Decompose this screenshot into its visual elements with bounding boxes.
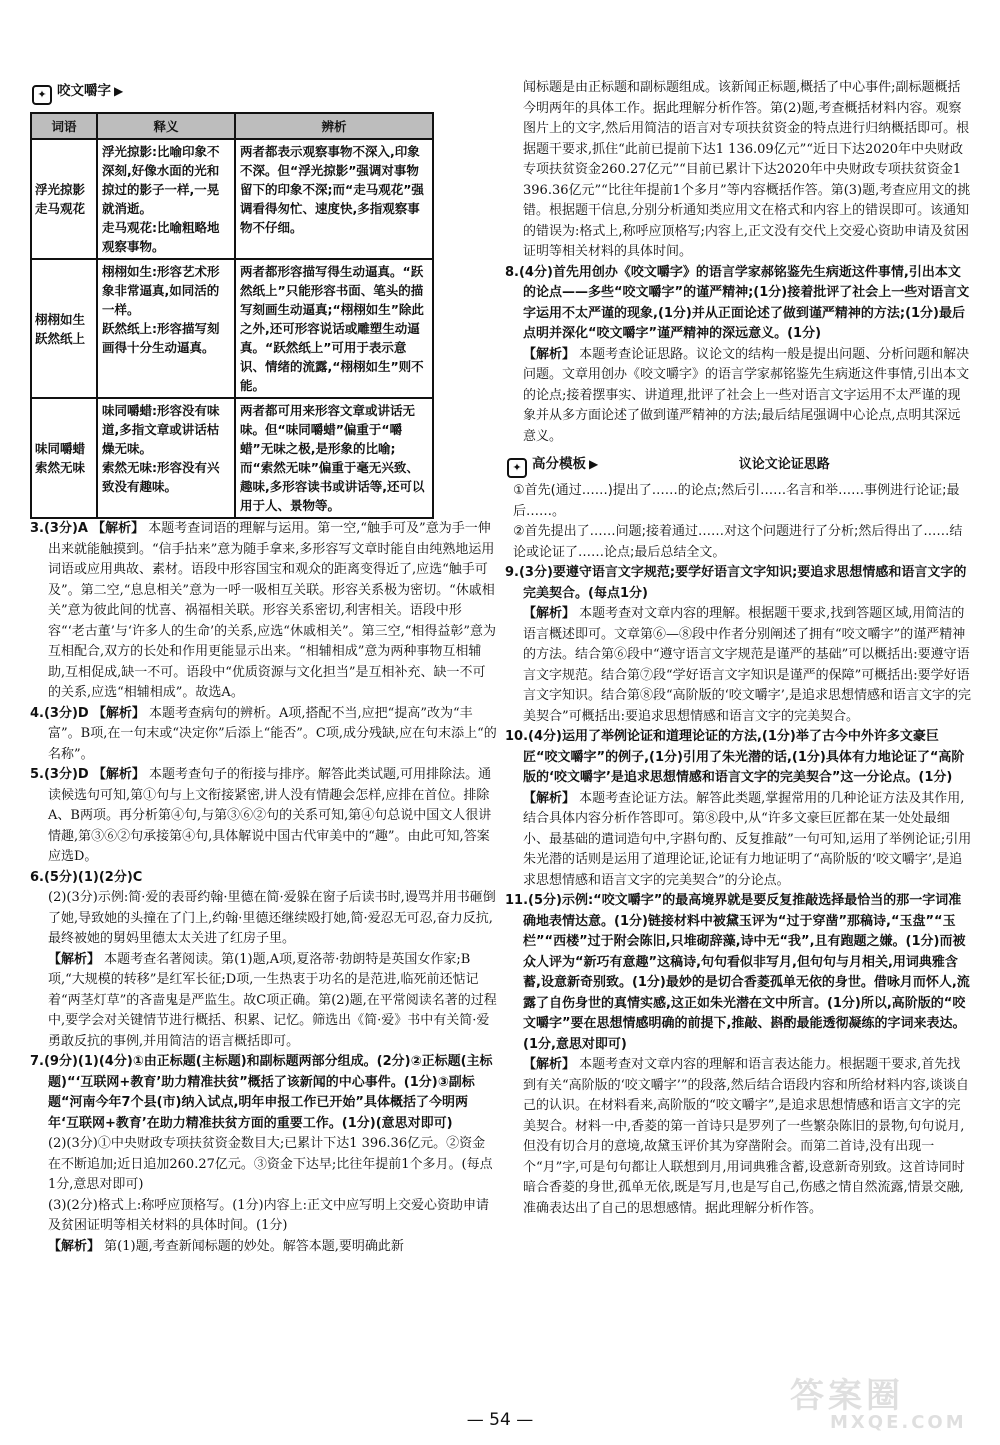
watermark-logo <box>790 1378 990 1434</box>
answer-7 <box>30 1052 498 1134</box>
answer-6-analysis <box>30 950 498 1053</box>
answer-6 <box>30 868 498 889</box>
analysis-tag: 【解析】 <box>523 1057 576 1072</box>
analysis-text: 本题考查词语的理解与运用。第一空,“触手可及”意为手一伸出来就能触摸到。“信手拈来”意为随手拿来,多形容写文章时能自由纯熟地运用词语或应用典故、素材。语段中形容国宝和观众的距离变得近了,应选“触手可及”。第二空,“息息相关”意为一呼一吸相互关联。形容关系极为密切。“休戚相关”意为彼此间的忧喜、祸福相关联。形容关系密切,利害相关。语段中形容“‘老古董’与‘许多人的生命’的关系,应选“休戚相关”。第三空,“相得益彰”意为互相配合,双方的长处和作用更能显示出来。“相辅相成”意为两种事物互相辅助,互相促成,缺一不可。语段中“优质资源与文化担当”是互相补充、缺一不可的关系,应选“相辅相成”。故选A。 <box>48 521 497 700</box>
analysis-text: 本题考查名著阅读。第(1)题,A项,夏洛蒂·勃朗特是英国女作家;B项,“大规模的转移”是红军长征;D项,一生热衷于功名的是范进,临死前还惦记着“两茎灯草”的吝啬鬼是严监生。故C项正确。第(2)题,在平常阅读名著的过程中,要学会对关键情节进行概括、积累、记忆。筛选出《简·爱》书中有关简·爱勇敢反抗的事例,并用简洁的语言概括即可。 <box>48 951 497 1049</box>
answer-number: 8. <box>505 264 519 280</box>
answer-text: 首先用创办《咬文嚼字》的语言学家郝铭鉴先生病逝这件事情,引出本文的论点——多些“咬文嚼字”的谨严精神;(1分)接着批评了社会上一些对语言文字运用不太严谨的现象,(1分)并从正面论述了做到谨严精神的方法;(1分)最后点明并深化“咬文嚼字”谨严精神的深远意义。(1分) <box>523 264 970 341</box>
word-cell: 浮光掠影 走马观花 <box>31 139 97 259</box>
template-label-text: 高分模板 <box>532 456 586 472</box>
table-header-word: 词语 <box>31 113 97 139</box>
chevron-right-icon: ▶ <box>589 457 599 471</box>
answer-number: 6. <box>30 869 44 885</box>
answer-7-analysis <box>30 1237 498 1258</box>
analysis-tag: 【解析】 <box>48 951 101 967</box>
chevron-right-icon: ▶ <box>114 84 124 98</box>
word-cell: 栩栩如生 跃然纸上 <box>31 259 97 398</box>
page-number: — 54 — <box>466 1410 534 1430</box>
table-row <box>31 259 433 398</box>
answer-score: (3分)D <box>43 705 89 721</box>
watermark-text: 答案圈 <box>790 1376 904 1416</box>
table-row <box>31 398 433 518</box>
answer-score: (5分) <box>528 893 562 908</box>
answer-7-part1: ①由正标题(主标题)和副标题两部分组成。(2分)②正标题(主标题)“‘互联网+教育’助力精准扶贫”概括了该新闻的中心事件。(1分)③副标题“河南今年7个县(市)纳入试点,明年申报工作已开始”具体概括了今明两年‘互联网+教育’在助力精准扶贫方面的重要工作。(1分)(意思对即可) <box>48 1054 493 1131</box>
analysis-text: 本题考查句子的衔接与排序。解答此类试题,可用排除法。通读候选句可知,第①句与上文衔接紧密,讲人没有情趣会怎样,应排在首位。排除A、B两项。再分析第④句,与第③⑥②句的关系可知,第④句总说中国文人很讲情趣,第③⑥②句承接第④句,具体解说中国古代审美中的“趣”。由此可知,答案应选D。 <box>48 767 492 864</box>
template-title: 议论文论证思路 <box>738 457 830 472</box>
bulb-icon: ✦ <box>507 458 527 478</box>
analysis-tag: 【解析】 <box>92 521 145 536</box>
analysis-tag: 【解析】 <box>523 606 576 621</box>
analysis-tag: 【解析】 <box>523 790 576 806</box>
answer-number: 11. <box>505 893 529 908</box>
analysis-tag: 【解析】 <box>92 767 145 782</box>
answer-11 <box>505 891 973 1055</box>
analysis-cell: 两者都可用来形容文章或讲话无味。但“味同嚼蜡”偏重于“嚼蜡”无味之极,是形象的比喻;而“索然无味”偏重于毫无兴致、趣味,多形容读书或讲话等,还可以用于人、景物等。 <box>235 398 433 518</box>
answer-score: (9分)(1)(4分) <box>43 1054 133 1069</box>
answer-number: 7. <box>30 1054 44 1069</box>
answer-9-analysis <box>505 604 973 727</box>
left-column <box>30 78 498 1257</box>
answer-number: 10. <box>505 729 529 744</box>
vocab-table <box>30 112 434 519</box>
def-cell: 味同嚼蜡:形容没有味道,多指文章或讲话枯燥无味。 索然无味:形容没有兴致没有趣味。 <box>97 398 235 518</box>
answer-4 <box>30 704 498 766</box>
answer-text: 运用了举例论证和道理论证的方法,(1分)举了古今中外许多文豪巨匠“咬文嚼字”的例子,(1分)引用了朱光潜的话,(1分)具体有力地论证了“高阶版的‘咬文嚼字’是追求思想情感和语言文字的完美契合”这一分论点。(1分) <box>523 729 965 785</box>
template-heading <box>505 451 973 481</box>
word-cell: 味同嚼蜡 索然无味 <box>31 398 97 518</box>
analysis-text: 本题考查病句的辨析。A项,搭配不当,应把“提高”改为“丰富”。B项,在一句末或“决定你”后添上“能否”。C项,成分残缺,应在句末添上“的名称”。 <box>48 705 497 762</box>
answer-score: (4分) <box>518 264 553 280</box>
answer-score: (3分)D <box>43 767 89 782</box>
analysis-tag: 【解析】 <box>92 705 145 721</box>
answer-10 <box>505 727 973 789</box>
answer-6-part2: (2)(3分)示例:简·爱的表哥约翰·里德在简·爱躲在窗子后读书时,谩骂并用书砸倒了她,导致她的头撞在了门上,约翰·里德还继续殴打她,简·爱忍无可忍,奋力反抗,最终被她的舅妈里德太太关进了红房子里。 <box>48 890 496 946</box>
template-label <box>505 451 616 481</box>
answer-8 <box>505 263 973 345</box>
analysis-tag: 【解析】 <box>48 1238 101 1254</box>
table-header-analysis: 辨析 <box>235 113 433 139</box>
analysis-text: 本题考查论证方法。解答此类题,掌握常用的几种论证方法及其作用,结合具体内容分析作答即可。第⑧段中,从“许多文豪巨匠都在某一处处最细小、最基础的遣词造句中,字斟句酌、反复推敲”一句可知,运用了举例论证;引用朱光潜的话则是运用了道理论证,论证有力地证明了“高阶版的‘咬文嚼字’,是追求思想情感和语言文字的完美契合”的分论点。 <box>523 790 972 888</box>
section-label <box>30 78 141 108</box>
answer-5 <box>30 765 498 868</box>
bulb-icon: ✦ <box>32 85 52 105</box>
answer-text: 要遵守语言文字规范;要学好语言文字知识;要追求思想情感和语言文字的完美契合。(每点1分) <box>523 565 967 601</box>
analysis-text: 本题考查对文章内容的理解和语言表达能力。根据题干要求,首先找到有关“高阶版的‘咬文嚼字’”的段落,然后结合语段内容和所给材料内容,谈谈自己的认识。在材料看来,高阶版的“咬文嚼字”,是追求思想情感和语言文字的完美契合。材料一中,香菱的第一首诗只是罗列了一些繁杂陈旧的景物,句句说月,但没有切合月的意境,故黛玉评价其为穿凿附会。而第二首诗,没有出现一个“月”字,可是句句都让人联想到月,用词典雅含蓄,设意新奇别致。这首诗同时暗合香菱的身世,孤单无依,既是写月,也是写自己,伤感之情自然流露,情景交融,准确表达出了自己的思想感情。据此理解分析作答。 <box>523 1057 969 1216</box>
answer-10-analysis <box>505 789 973 892</box>
template-line-2: ②首先提出了……问题;接着通过……对这个问题进行了分析;然后得出了……结论或论证了……论点;最后总结全文。 <box>513 524 963 560</box>
answer-7-analysis-continued: 闻标题是由正标题和副标题组成。该新闻正标题,概括了中心事件;副标题概括今明两年的具体工作。据此理解分析作答。第(2)题,考查概括材料内容。观察图片上的文字,然后用简洁的语言对专项扶贫资金的特点进行归纳概括即可。根据题干要求,抓住“此前已提前下达1 136.09亿元”“近日下达2020年中央财政专项扶贫资金260.27亿元”“目前已累计下达2020年中央财政专项扶贫资金1 396.36亿元”“比往年提前1个多月”等内容概括作答。第(3)题,考查应用文的挑错。根据题干信息,分别分析通知类应用文在格式和内容上的错误即可。该通知的错误为:格式上,称呼应顶格写;内容上,正文没有交代上交爱心资助申请及贫困证明等相关材料的具体时间。 <box>523 80 971 259</box>
analysis-text: 本题考查论证思路。议论文的结构一般是提出问题、分析问题和解决问题。文章用创办《咬文嚼字》的语言学家郝铭鉴先生病逝这件事情,引出本文的论点;接着摆事实、讲道理,批评了社会上一些对语言文字运用不太严谨的现象并从多方面论述了做到谨严精神的方法;最后结尾强调中心论点,点明其深远意义。 <box>523 346 970 444</box>
section-label-text: 咬文嚼字 <box>57 83 111 99</box>
answer-number: 4. <box>30 705 44 721</box>
answer-number: 3. <box>30 521 44 536</box>
answer-score: (3分)A <box>43 521 88 536</box>
table-row <box>31 139 433 259</box>
analysis-text: 本题考查对文章内容的理解。根据题干要求,找到答题区域,用简洁的语言概述即可。文章第⑥—⑧段中作者分别阐述了拥有“咬文嚼字”的谨严精神的方法。结合第⑥段中“遵守语言文字规范是谨严的基础”可以概括出:要遵守语言文字规范。结合第⑦段“学好语言文字知识是谨严的保障”可概括出:要学好语言文字知识。结合第⑧段“高阶版的‘咬文嚼字’,是追求思想情感和语言文字的完美契合”可概括出:要追求思想情感和语言文字的完美契合。 <box>523 606 972 724</box>
answer-7-part2: (2)(3分)①中央财政专项扶贫资金数目大;已累计下达1 396.36亿元。②资金在不断追加;近日追加260.27亿元。③资金下达早;比往年提前1个多月。(每点1分,意思对即可) <box>48 1136 493 1192</box>
table-header-def: 释义 <box>97 113 235 139</box>
watermark-url: MXQE.COM <box>830 1412 967 1433</box>
answer-7-part3: (3)(2分)格式上:称呼应顶格写。(1分)内容上:正文中应写明上交爱心资助申请及贫困证明等相关材料的具体时间。(1分) <box>48 1197 490 1233</box>
answer-11-analysis <box>505 1055 973 1219</box>
analysis-tag: 【解析】 <box>523 346 576 362</box>
answer-score: (5分)(1)(2分)C <box>43 869 143 885</box>
analysis-text: 第(1)题,考查新闻标题的妙处。解答本题,要明确此新 <box>104 1238 404 1254</box>
answer-text: 示例:“咬文嚼字”的最高境界就是要反复推敲选择最恰当的那一字词准确地表情达意。(1分)链接材料中被黛玉评为“过于穿凿”那稿诗,“玉盘”“玉栏”“西楼”过于附会陈旧,只堆砌辞藻,诗中无“我”,且有跑题之嫌。(1分)而被众人评为“新巧有意趣”这稿诗,句句看似非写月,但句句与月相关,用词典雅含蓄,设意新奇别致。(1分)最妙的是切合香菱孤单无依的身世。借咏月而怀人,流露了自伤身世的真情实感,这正如朱光潜在文中所言。(1分)所以,高阶版的“咬文嚼字”要在思想情感明确的前提下,推敲、斟酌最能透彻凝练的字词来表达。(1分,意思对即可) <box>523 893 970 1052</box>
template-line-1: ①首先(通过……)提出了……的论点;然后引……名言和举……事例进行论证;最后……。 <box>513 483 960 519</box>
def-cell: 浮光掠影:比喻印象不深刻,好像水面的光和掠过的影子一样,一晃就消逝。 走马观花:比喻粗略地观察事物。 <box>97 139 235 259</box>
answer-score: (4分) <box>528 729 562 744</box>
answer-9 <box>505 563 973 604</box>
analysis-cell: 两者都表示观察事物不深入,印象不深。但“浮光掠影”强调对事物留下的印象不深;而“走马观花”强调看得匆忙、速度快,多指观察事物不仔细。 <box>235 139 433 259</box>
answer-number: 5. <box>30 767 44 782</box>
right-column <box>505 78 973 1219</box>
analysis-cell: 两者都形容描写得生动逼真。“跃然纸上”只能形容书面、笔头的描写刻画生动逼真;“栩栩如生”除此之外,还可形容说话或雕塑生动逼真。“跃然纸上”可用于表示意识、情绪的流露,“栩栩如生”则不能。 <box>235 259 433 398</box>
answer-3 <box>30 519 498 704</box>
answer-number: 9. <box>505 565 519 580</box>
answer-score: (3分) <box>518 565 553 580</box>
answer-8-analysis <box>505 345 973 448</box>
def-cell: 栩栩如生:形容艺术形象非常逼真,如同活的一样。 跃然纸上:形容描写刻画得十分生动逼真。 <box>97 259 235 398</box>
